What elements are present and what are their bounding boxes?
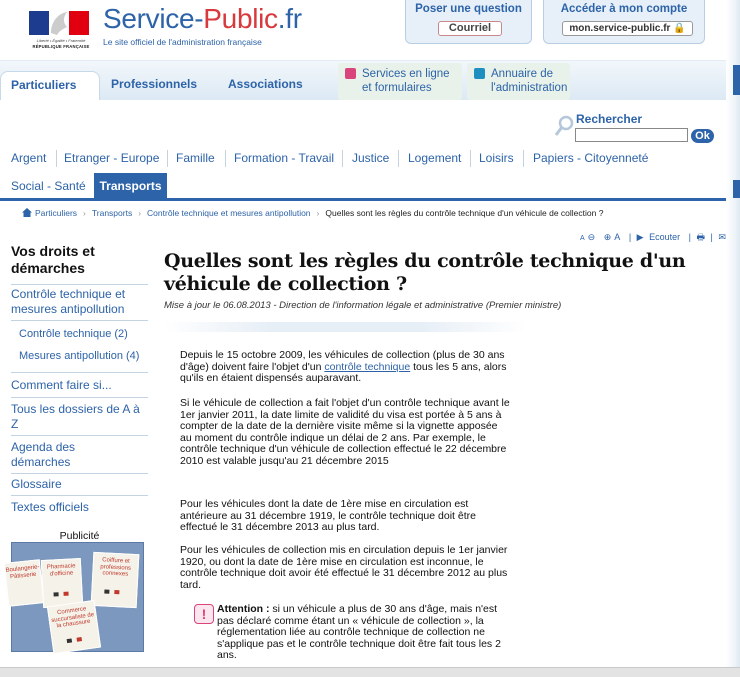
marianne-logo[interactable] xyxy=(26,7,96,51)
online-services-link[interactable] xyxy=(338,63,462,100)
sidebar-link-textes[interactable]: Textes officiels xyxy=(11,500,89,514)
page-title: Quelles sont les règles du contrôle technique d'un véhicule de collection ? xyxy=(164,250,686,295)
theme-logement[interactable]: Logement xyxy=(408,151,462,165)
theme-nav-row2 xyxy=(0,173,726,199)
tools-separator: | xyxy=(688,232,691,242)
nav-divider xyxy=(225,150,226,167)
update-info: Mise à jour le 06.08.2013 - Direction de l'information légale et administrative (Premier ministre) xyxy=(164,300,562,311)
nav-underline xyxy=(0,198,726,201)
brand-left: Service- xyxy=(103,3,204,34)
theme-nav xyxy=(0,146,726,170)
theme-papiers-citoyennete[interactable]: Papiers - Citoyenneté xyxy=(533,151,649,165)
search-label: Rechercher xyxy=(576,112,643,126)
logo-republic: RÉPUBLIQUE FRANÇAISE xyxy=(32,44,90,49)
breadcrumb-controle[interactable]: Contrôle technique et mesures antipollution xyxy=(147,208,311,218)
paragraph-3: Pour les véhicules dont la date de 1ère mise en circulation est antérieure au 31 décembre 1919, le contrôle technique doit être effectué le 31 décembre 2013 au plus tard. xyxy=(180,498,476,533)
tab-particuliers[interactable]: Particuliers xyxy=(0,71,100,100)
account-title[interactable]: Accéder à mon compte xyxy=(560,3,688,15)
controle-technique-link[interactable]: contrôle technique xyxy=(324,360,411,373)
title-rule xyxy=(164,322,526,332)
site-tagline: Le site officiel de l'administration française xyxy=(103,37,262,47)
sidebar-divider xyxy=(11,473,148,474)
theme-social-sante[interactable]: Social - Santé xyxy=(11,179,86,193)
breadcrumb-separator-icon: › xyxy=(316,208,320,218)
sidebar-divider xyxy=(11,284,148,285)
forms-icon xyxy=(345,68,356,79)
sidebar-divider xyxy=(11,397,148,398)
theme-famille[interactable]: Famille xyxy=(176,151,215,165)
directory-line1: Annuaire de xyxy=(491,68,554,80)
breadcrumb-particuliers[interactable]: Particuliers xyxy=(35,208,78,218)
text-larger-button[interactable]: ⊕ A xyxy=(603,232,621,242)
play-icon: ▶ xyxy=(636,232,644,242)
warning-icon: ! xyxy=(194,604,214,624)
ad-card: Pharmacie d'officine xyxy=(41,558,83,608)
tab-associations[interactable]: Associations xyxy=(228,77,303,91)
sidebar-title: Vos droits et démarches xyxy=(11,243,95,276)
breadcrumb-transports[interactable]: Transports xyxy=(91,208,133,218)
breadcrumb-current: Quelles sont les règles du contrôle technique d'un véhicule de collection ? xyxy=(325,208,604,218)
minus-icon: ⊖ xyxy=(587,232,596,242)
search-icon xyxy=(553,114,575,138)
edge-accent xyxy=(733,65,740,95)
home-icon[interactable] xyxy=(22,208,32,217)
brand-public: Public xyxy=(203,3,278,34)
tab-professionnels[interactable]: Professionnels xyxy=(111,77,198,91)
ad-card: Commerce succursaliste de la chaussure xyxy=(47,600,101,654)
sidebar-section[interactable]: Contrôle technique et mesures antipollution xyxy=(11,287,126,316)
mail-icon[interactable]: ✉ xyxy=(718,232,726,242)
theme-transports-active[interactable]: Transports xyxy=(94,173,167,199)
site-header xyxy=(0,0,740,60)
breadcrumb-separator-icon: › xyxy=(83,208,86,218)
paragraph-2: Si le véhicule de collection a fait l'objet d'un contrôle technique avant le 1er janvier 2011, la date limite de validité du visa est portée à 5 ans à compter de la date de la dernière visite même si la vignette apposée au moment du contrôle indique un délai de 2 ans. Par exemple, le contrôle technique d'un véhicule de collection effectué le 22 décembre 2010 est valable jusqu'au 21 décembre 2015 xyxy=(180,397,510,467)
text-smaller-button[interactable]: A ⊖ xyxy=(580,232,596,242)
account-box xyxy=(543,0,705,44)
sidebar-divider xyxy=(11,320,148,321)
sidebar-subitem-antipollution[interactable]: Mesures antipollution (4) xyxy=(19,350,140,362)
ad-square xyxy=(67,638,73,643)
marianne-flag-icon xyxy=(29,7,91,37)
brand-tld: .fr xyxy=(277,3,302,34)
page-edge xyxy=(726,0,740,677)
directory-link[interactable] xyxy=(467,63,570,100)
sidebar-subitem-controle[interactable]: Contrôle technique (2) xyxy=(19,328,128,340)
nav-divider xyxy=(470,150,471,167)
tools-separator: | xyxy=(710,232,713,242)
theme-loisirs[interactable]: Loisirs xyxy=(479,151,514,165)
nav-divider xyxy=(167,150,168,167)
nav-divider xyxy=(398,150,399,167)
online-services-line2: et formulaires xyxy=(362,82,432,94)
account-button[interactable]: mon.service-public.fr 🔒 xyxy=(562,21,693,36)
ad-square xyxy=(53,592,58,596)
search-ok-button[interactable]: Ok xyxy=(691,129,714,143)
search-input[interactable] xyxy=(575,128,688,142)
breadcrumb-separator-icon: › xyxy=(138,208,142,218)
ad-card: Coiffure et professions connexes xyxy=(91,552,140,608)
paragraph-1: Depuis le 15 octobre 2009, les véhicules de collection (plus de 30 ans d'âge) doivent faire l'objet d'un contrôle technique tous les 5 ans, alors qu'ils en étaient dispensés auparavant. xyxy=(180,349,507,384)
sidebar-divider xyxy=(11,495,148,496)
sidebar-link-comment-faire[interactable]: Comment faire si... xyxy=(11,378,112,392)
nav-divider xyxy=(342,150,343,167)
logo-motto: Liberté • Égalité • Fraternité xyxy=(36,38,86,43)
directory-icon xyxy=(474,68,485,79)
ad-card: Boulangerie-Pâtisserie xyxy=(4,559,44,607)
ad-square xyxy=(77,637,83,642)
warning-text: Attention : si un véhicule a plus de 30 ans d'âge, mais n'est pas déclaré comme étant un « véhicule de collection », la réglementation liée au contrôle technique de collection ne s'applique pas et le contrôle technique doit être fait tous les 2 ans. xyxy=(217,603,501,661)
sidebar-divider xyxy=(11,435,148,436)
breadcrumb xyxy=(22,208,603,218)
site-brand[interactable] xyxy=(103,3,302,35)
ad-square xyxy=(63,592,68,596)
listen-button[interactable]: ▶ Ecouter xyxy=(636,232,681,242)
window-bottom-bar xyxy=(0,667,740,677)
page-tools xyxy=(580,230,729,246)
tools-separator: | xyxy=(628,232,632,242)
theme-justice[interactable]: Justice xyxy=(352,151,390,165)
ask-question-title[interactable]: Poser une question xyxy=(415,3,522,15)
ad-banner[interactable] xyxy=(5,542,144,652)
sidebar-link-agenda[interactable]: Agenda des démarches xyxy=(11,440,76,469)
email-button[interactable]: Courriel xyxy=(438,21,502,36)
ask-question-box xyxy=(405,0,532,44)
ad-square xyxy=(104,589,109,593)
ad-label: Publicité xyxy=(59,530,100,542)
nav-divider xyxy=(523,150,524,167)
edge-accent xyxy=(733,180,740,198)
sidebar-link-dossiers[interactable]: Tous les dossiers de A à Z xyxy=(11,402,140,431)
sidebar-divider xyxy=(11,372,148,373)
paragraph-4: Pour les véhicules de collection mis en circulation depuis le 1er janvier 1920, ou dont la date de 1ère mise en circulation est inconnue, le contrôle technique doit avoir été effectué le 31 décembre 2012 au plus tard. xyxy=(180,544,508,591)
theme-argent[interactable]: Argent xyxy=(11,151,47,165)
nav-divider xyxy=(56,150,57,167)
sidebar-link-glossaire[interactable]: Glossaire xyxy=(11,477,62,491)
directory-line2: l'administration xyxy=(491,82,568,94)
online-services-line1: Services en ligne xyxy=(362,68,450,80)
ad-square xyxy=(114,590,119,594)
theme-formation-travail[interactable]: Formation - Travail xyxy=(234,151,335,165)
plus-icon: ⊕ xyxy=(603,232,612,242)
print-icon[interactable]: 🖶 xyxy=(696,232,706,242)
theme-etranger-europe[interactable]: Etranger - Europe xyxy=(64,151,160,165)
